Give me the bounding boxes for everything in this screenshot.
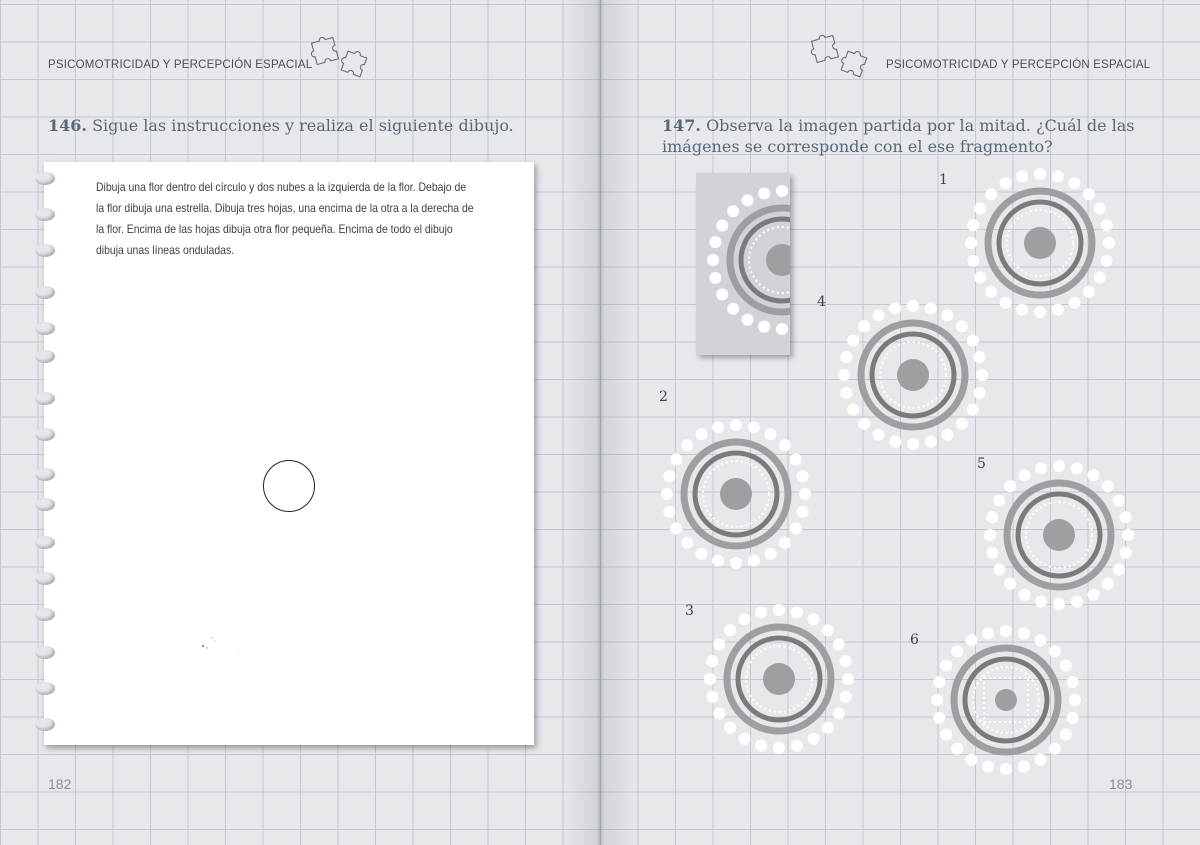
outer-dot — [724, 722, 736, 734]
outer-dot — [933, 712, 945, 724]
outer-ring — [1007, 483, 1111, 587]
outer-dot — [663, 506, 675, 518]
outer-dot — [967, 255, 979, 267]
outer-dot — [974, 203, 986, 215]
outer-dot — [889, 302, 901, 314]
outer-dot — [966, 634, 978, 646]
outer-dot — [873, 309, 885, 321]
exercise-146-title — [48, 115, 514, 136]
binder-hole — [35, 286, 55, 299]
outer-dot — [840, 691, 852, 703]
outer-dot — [942, 429, 954, 441]
center-dot — [763, 663, 795, 695]
outer-dot — [730, 557, 742, 569]
option-2-label: 2 — [659, 389, 668, 405]
outer-dot — [1052, 170, 1064, 182]
outer-dot — [713, 708, 725, 720]
outer-dot — [748, 555, 760, 567]
outer-dot — [1069, 694, 1081, 706]
middle-ring — [1018, 494, 1100, 576]
outer-dot — [1034, 168, 1046, 180]
outer-dot — [1000, 763, 1012, 775]
outer-dot — [739, 733, 751, 745]
outer-dot — [1060, 729, 1072, 741]
outer-dot — [791, 606, 803, 618]
outer-dot — [663, 470, 675, 482]
outer-dot — [951, 645, 963, 657]
outer-dot — [1019, 469, 1031, 481]
outer-dot — [933, 676, 945, 688]
outer-dot — [965, 237, 977, 249]
outer-dot — [1053, 598, 1065, 610]
outer-dot — [727, 205, 739, 217]
outer-dot — [790, 523, 802, 535]
outer-dot — [1018, 627, 1030, 639]
exercise-146-number: 146. — [48, 116, 87, 135]
outer-dot — [797, 470, 809, 482]
right-running-head: PSICOMOTRICIDAD Y PERCEPCIÓN ESPACIAL — [886, 59, 1151, 71]
target-motif — [704, 604, 854, 754]
option-3-label: 3 — [685, 603, 694, 619]
outer-dot — [966, 754, 978, 766]
binder-hole — [35, 350, 55, 363]
option-1-label: 1 — [939, 172, 948, 188]
outer-dot — [791, 740, 803, 752]
binder-hole — [35, 498, 55, 511]
inner-dotted-ring — [1007, 210, 1073, 276]
puzzle-pieces-icon — [808, 30, 872, 78]
outer-dot — [1060, 660, 1072, 672]
outer-dot — [704, 673, 716, 685]
center-dot — [1024, 227, 1056, 259]
outer-dot — [712, 421, 724, 433]
target-motif — [707, 185, 790, 335]
torn-notepaper — [44, 162, 534, 745]
outer-dot — [1094, 203, 1106, 215]
outer-dot — [942, 309, 954, 321]
half-image-fragment — [696, 173, 790, 355]
outer-dot — [1067, 676, 1079, 688]
outer-dot — [773, 742, 785, 754]
option-4-label: 4 — [817, 294, 826, 310]
outer-dot — [858, 418, 870, 430]
outer-dot — [716, 220, 728, 232]
target-motif — [965, 168, 1115, 318]
target-motif — [838, 300, 988, 450]
outer-dot — [985, 286, 997, 298]
outer-ring — [727, 627, 831, 731]
inner-dotted-ring — [703, 461, 769, 527]
exercise-147-title — [662, 115, 1134, 157]
outer-dot — [907, 438, 919, 450]
outer-dot — [889, 436, 901, 448]
outer-dot — [707, 254, 719, 266]
outer-dot — [925, 302, 937, 314]
outer-dot — [1102, 480, 1114, 492]
binder-hole — [35, 646, 55, 659]
outer-dot — [1049, 743, 1061, 755]
drawing-circle[interactable] — [263, 460, 315, 512]
middle-ring — [738, 638, 820, 720]
outer-dot — [758, 321, 770, 333]
binder-hole — [35, 572, 55, 585]
outer-dot — [986, 511, 998, 523]
outer-dot — [967, 335, 979, 347]
inner-dotted-square — [984, 678, 1028, 722]
outer-dot — [1016, 170, 1028, 182]
outer-dot — [696, 428, 708, 440]
exercise-146-text: Sigue las instrucciones y realiza el siguiente dibujo. — [92, 116, 514, 135]
outer-dot — [1000, 297, 1012, 309]
outer-dot — [986, 547, 998, 559]
outer-dot — [681, 439, 693, 451]
outer-dot — [1101, 255, 1113, 267]
target-motif — [984, 460, 1134, 610]
outer-dot — [940, 729, 952, 741]
outer-dot — [742, 194, 754, 206]
page-number-right: 183 — [1109, 776, 1133, 792]
outer-dot — [984, 529, 996, 541]
outer-dot — [773, 604, 785, 616]
outer-dot — [1019, 589, 1031, 601]
binder-hole — [35, 172, 55, 185]
puzzle-pieces-icon — [308, 30, 372, 78]
outer-dot — [681, 537, 693, 549]
outer-dot — [1049, 645, 1061, 657]
outer-dot — [1018, 761, 1030, 773]
outer-dot — [967, 219, 979, 231]
outer-dot — [1083, 188, 1095, 200]
outer-dot — [765, 548, 777, 560]
outer-dot — [1113, 495, 1125, 507]
outer-dot — [709, 236, 721, 248]
outer-dot — [847, 404, 859, 416]
outer-dot — [730, 419, 742, 431]
outer-dot — [1052, 304, 1064, 316]
outer-dot — [1120, 547, 1132, 559]
outer-dot — [1120, 511, 1132, 523]
outer-dot — [1000, 625, 1012, 637]
outer-ring — [861, 323, 965, 427]
outer-dot — [670, 454, 682, 466]
outer-dot — [840, 351, 852, 363]
outer-dot — [797, 506, 809, 518]
outer-dot — [1035, 754, 1047, 766]
outer-dot — [993, 564, 1005, 576]
outer-dot — [1069, 297, 1081, 309]
outer-dot — [847, 335, 859, 347]
binder-hole — [35, 322, 55, 335]
option-6-label: 6 — [910, 632, 919, 648]
fragment-target-svg — [696, 173, 790, 355]
outer-dot — [1035, 462, 1047, 474]
middle-ring — [999, 202, 1081, 284]
outer-dot — [822, 722, 834, 734]
outer-dot — [758, 187, 770, 199]
outer-dot — [1071, 596, 1083, 608]
outer-dot — [1088, 469, 1100, 481]
option-5-label: 5 — [977, 456, 986, 472]
outer-dot — [1083, 286, 1095, 298]
outer-dot — [951, 743, 963, 755]
outer-dot — [713, 639, 725, 651]
outer-dot — [974, 272, 986, 284]
binder-hole — [35, 608, 55, 621]
outer-dot — [956, 320, 968, 332]
outer-dot — [748, 421, 760, 433]
outer-dot — [1035, 596, 1047, 608]
binder-hole — [35, 468, 55, 481]
outer-dot — [1103, 237, 1115, 249]
binder-hole — [35, 392, 55, 405]
outer-dot — [1000, 177, 1012, 189]
outer-dot — [1122, 529, 1134, 541]
outer-dot — [1016, 304, 1028, 316]
outer-dot — [1069, 177, 1081, 189]
outer-dot — [956, 418, 968, 430]
outer-dot — [940, 660, 952, 672]
outer-dot — [724, 624, 736, 636]
binder-hole — [35, 536, 55, 549]
outer-dot — [1101, 219, 1113, 231]
outer-dot — [739, 613, 751, 625]
outer-dot — [976, 369, 988, 381]
outer-dot — [873, 429, 885, 441]
center-dot — [1043, 519, 1075, 551]
exercise-147-text-line2: imágenes se corresponde con el ese fragmento? — [662, 137, 1053, 156]
inner-dotted-ring — [880, 342, 946, 408]
outer-dot — [1067, 712, 1079, 724]
outer-dot — [808, 613, 820, 625]
outer-dot — [993, 495, 1005, 507]
outer-dot — [931, 694, 943, 706]
outer-dot — [1071, 462, 1083, 474]
outer-dot — [716, 289, 728, 301]
outer-dot — [974, 351, 986, 363]
outer-dot — [1088, 589, 1100, 601]
center-dot — [720, 478, 752, 510]
middle-ring — [695, 453, 777, 535]
outer-dot — [709, 272, 721, 284]
outer-dot — [779, 537, 791, 549]
outer-dot — [779, 439, 791, 451]
outer-dot — [755, 606, 767, 618]
outer-dot — [1034, 306, 1046, 318]
outer-dot — [670, 523, 682, 535]
outer-dot — [833, 708, 845, 720]
outer-dot — [982, 627, 994, 639]
outer-dot — [907, 300, 919, 312]
inner-dotted-ring — [1026, 502, 1092, 568]
outer-dot — [808, 733, 820, 745]
outer-dot — [838, 369, 850, 381]
outer-dot — [661, 488, 673, 500]
outer-dot — [840, 387, 852, 399]
outer-dot — [1102, 578, 1114, 590]
outer-ring — [954, 648, 1058, 752]
binder-hole — [35, 682, 55, 695]
outer-dot — [833, 639, 845, 651]
outer-dot — [1004, 578, 1016, 590]
outer-dot — [967, 404, 979, 416]
outer-ring — [684, 442, 788, 546]
outer-dot — [727, 303, 739, 315]
center-dot — [766, 244, 790, 276]
left-running-head: PSICOMOTRICIDAD Y PERCEPCIÓN ESPACIAL — [48, 59, 313, 71]
outer-dot — [840, 655, 852, 667]
outer-dot — [974, 387, 986, 399]
center-dot — [897, 359, 929, 391]
outer-dot — [765, 428, 777, 440]
outer-dot — [858, 320, 870, 332]
outer-dot — [822, 624, 834, 636]
inner-dotted-ring — [746, 646, 812, 712]
outer-dot — [985, 188, 997, 200]
outer-dot — [925, 436, 937, 448]
binder-hole — [35, 208, 55, 221]
drawing-instructions: Dibuja una flor dentro del círculo y dos nubes a la izquierda de la flor. Debajo de la flor dibuja una estrella. Dibuja tres hojas, una encima de la otra a la derecha de la flor. Encima de las hojas dibuja otra flor pequeña. Encima de todo el dibujo dibuja unas líneas onduladas. — [96, 181, 474, 257]
exercise-147-number: 147. — [662, 116, 701, 135]
binder-hole — [35, 244, 55, 257]
outer-ring — [988, 191, 1092, 295]
outer-dot — [742, 314, 754, 326]
middle-ring — [965, 659, 1047, 741]
binder-hole — [35, 428, 55, 441]
outer-dot — [712, 555, 724, 567]
outer-dot — [776, 185, 788, 197]
outer-dot — [1035, 634, 1047, 646]
outer-dot — [982, 761, 994, 773]
inner-dotted-ring — [973, 667, 1039, 733]
outer-dot — [1053, 460, 1065, 472]
ink-smudge — [199, 632, 239, 652]
outer-dot — [790, 454, 802, 466]
center-dot — [995, 689, 1017, 711]
outer-dot — [706, 691, 718, 703]
outer-dot — [799, 488, 811, 500]
outer-dot — [755, 740, 767, 752]
book-gutter — [560, 0, 640, 845]
outer-dot — [842, 673, 854, 685]
outer-dot — [696, 548, 708, 560]
target-motif — [661, 419, 811, 569]
outer-dot — [1004, 480, 1016, 492]
outer-dot — [776, 323, 788, 335]
middle-ring — [872, 334, 954, 416]
binder-hole — [35, 718, 55, 731]
exercise-147-text-line1: Observa la imagen partida por la mitad. ¿Cuál de las — [706, 116, 1135, 135]
outer-dot — [1094, 272, 1106, 284]
target-motif — [931, 625, 1081, 775]
outer-dot — [706, 655, 718, 667]
page-number-left: 182 — [48, 776, 72, 792]
outer-dot — [1113, 564, 1125, 576]
